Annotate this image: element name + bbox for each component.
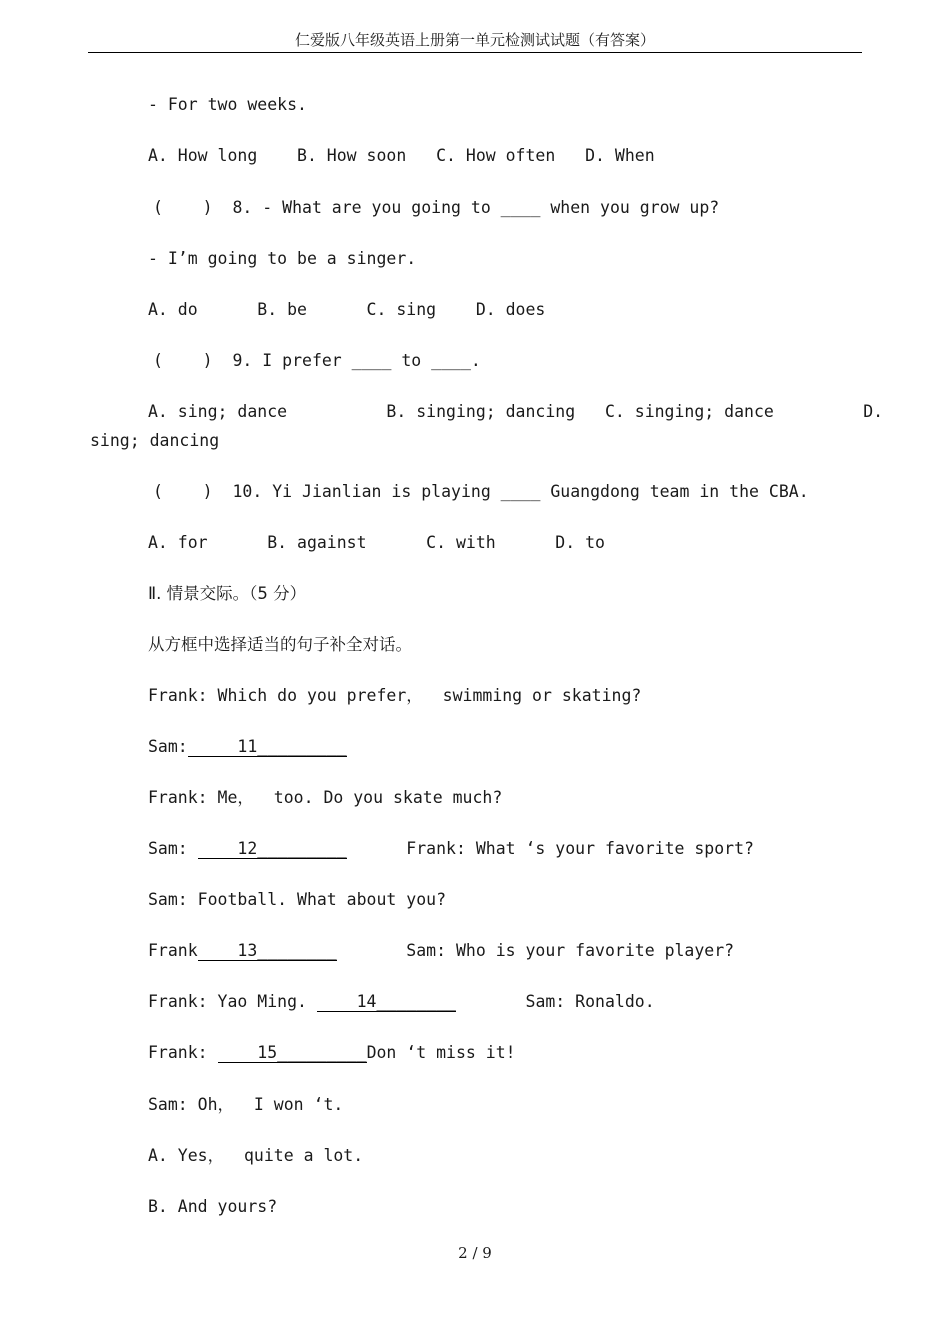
options-q7: A. How long B. How soon C. How often D. When <box>148 146 655 165</box>
question-10: ( ) 10. Yi Jianlian is playing ____ Guangdong team in the CBA. <box>153 482 809 501</box>
blank-12: 12_________ <box>197 839 347 858</box>
dialogue-text: Frank: Yao Ming. <box>148 992 317 1011</box>
dialogue-line <box>148 1042 516 1064</box>
dialogue-text: Sam: Ronaldo. <box>455 992 655 1011</box>
dialogue-text: Frank: What ‘s your favorite sport? <box>346 839 754 858</box>
dialogue-text: Don ‘t miss it! <box>366 1043 516 1062</box>
dialogue-line <box>148 991 655 1013</box>
answer-line: - For two weeks. <box>148 95 307 114</box>
dialogue-line: Frank: Me， too. Do you skate much? <box>148 788 503 807</box>
speaker: Frank <box>148 941 198 960</box>
dialogue-line <box>148 838 754 860</box>
page-header: 仁爱版八年级英语上册第一单元检测试试题（有答案） <box>88 30 862 53</box>
blank-15: 15_________ <box>217 1043 367 1062</box>
blank-11: 11_________ <box>187 737 347 756</box>
options-q9: A. sing; dance B. singing; dancing C. singing; dance D. <box>148 402 884 421</box>
choice-b: B. And yours? <box>148 1197 278 1216</box>
options-q8: A. do B. be C. sing D. does <box>148 300 546 319</box>
choice-a: A. Yes， quite a lot. <box>148 1146 364 1165</box>
section-heading: Ⅱ. 情景交际。（5 分） <box>148 584 307 603</box>
options-q10: A. for B. against C. with D. to <box>148 533 605 552</box>
answer-line: - I’m going to be a singer. <box>148 249 417 268</box>
blank-13: 13________ <box>197 941 337 960</box>
dialogue-text: Sam: Who is your favorite player? <box>336 941 735 960</box>
dialogue-line <box>148 736 347 758</box>
question-8: ( ) 8. - What are you going to ____ when you grow up? <box>153 198 720 217</box>
dialogue-line <box>148 940 734 962</box>
dialogue-line: Frank: Which do you prefer， swimming or skating? <box>148 686 642 705</box>
speaker: Frank: <box>148 1043 218 1062</box>
options-q9-wrap: sing; dancing <box>90 431 220 450</box>
section-instruction: 从方框中选择适当的句子补全对话。 <box>148 635 412 654</box>
dialogue-line: Sam: Football. What about you? <box>148 890 447 909</box>
question-9: ( ) 9. I prefer ____ to ____. <box>153 351 481 370</box>
page-number: 2 / 9 <box>458 1244 492 1262</box>
speaker: Sam: <box>148 839 198 858</box>
speaker: Sam: <box>148 737 188 756</box>
blank-14: 14________ <box>316 992 456 1011</box>
dialogue-line: Sam: Oh， I won ‘t. <box>148 1095 344 1114</box>
